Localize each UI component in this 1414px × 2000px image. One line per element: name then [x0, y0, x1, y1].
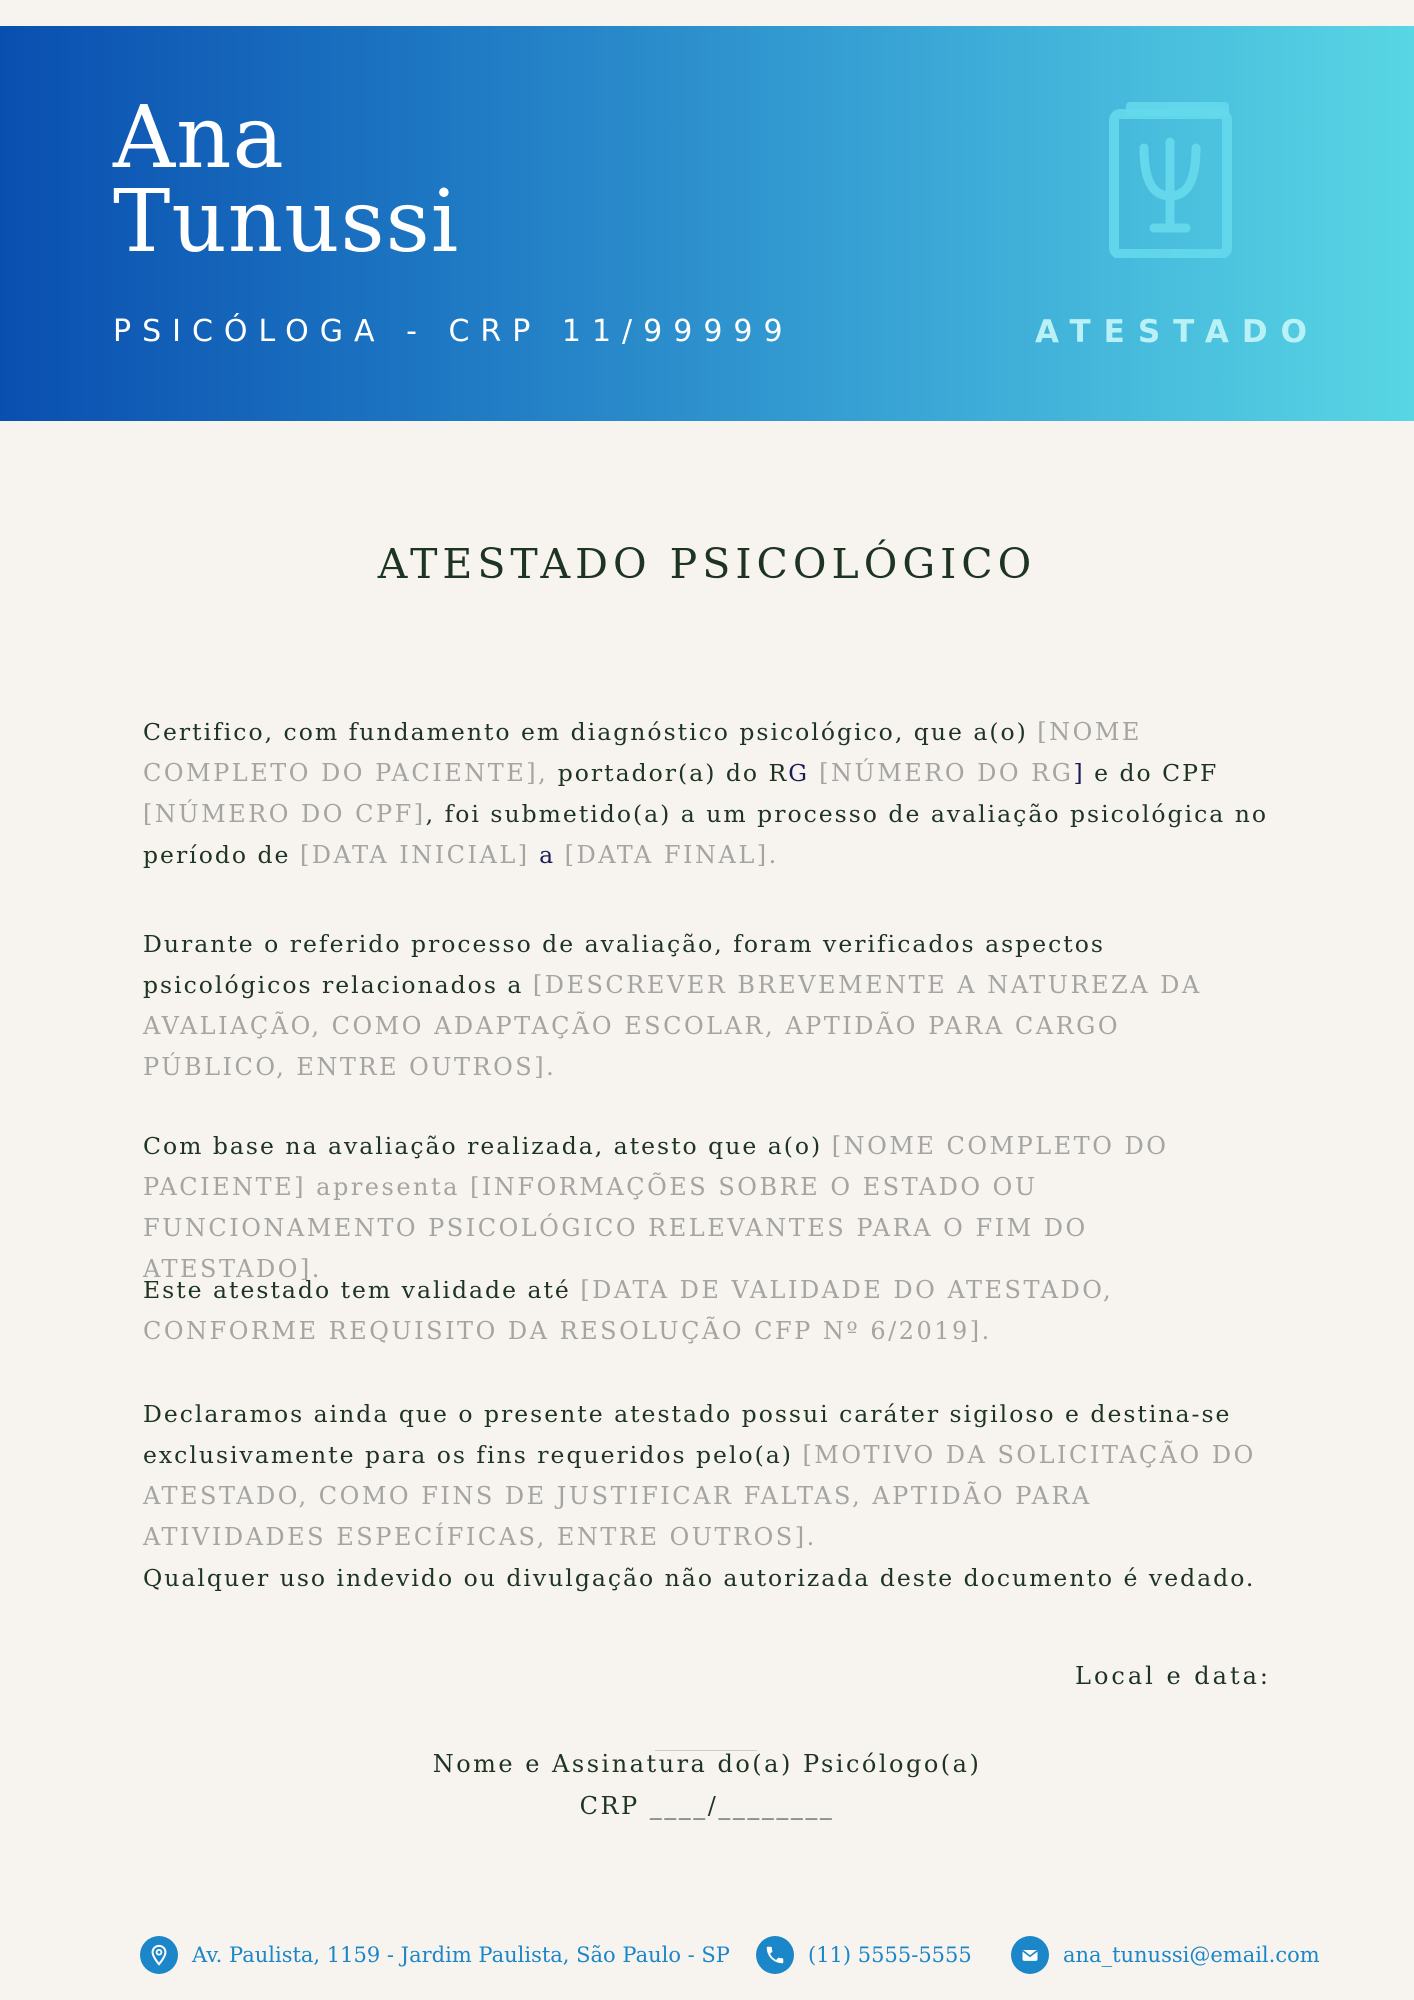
email-text: ana_tunussi@email.com — [1063, 1943, 1320, 1967]
footer-phone — [756, 1936, 972, 1974]
text-segment: , foi submetido(a) a um processo de avaliação psicológica no período de — [143, 800, 1269, 869]
footer-address — [140, 1936, 730, 1974]
text-segment: Qualquer uso indevido ou divulgação não autorizada deste documento é vedado. — [143, 1564, 1256, 1592]
text-segment: portador(a) do R — [548, 759, 789, 787]
text-segment: ] — [1073, 759, 1085, 787]
placeholder-end-date: [DATA FINAL]. — [564, 841, 779, 869]
psychologist-name — [113, 88, 460, 272]
paragraph-attestation — [143, 1126, 1273, 1290]
placeholder-evaluation-nature: [DESCREVER BREVEMENTE A NATUREZA DA AVALIAÇÃO, COMO ADAPTAÇÃO ESCOLAR, APTIDÃO PARA CARGO PÚBLICO, ENTRE OUTROS]. — [143, 971, 1202, 1081]
placeholder-rg-number: [NÚMERO DO RG — [808, 759, 1074, 787]
text-segment: Certifico, com fundamento em diagnóstico psicológico, que a(o) — [143, 718, 1038, 746]
paragraph-confidentiality — [143, 1394, 1273, 1599]
document-title: ATESTADO PSICOLÓGICO — [377, 540, 1037, 588]
paragraph-validity — [143, 1270, 1273, 1352]
text-segment: Com base na avaliação realizada, atesto que a(o) — [143, 1132, 832, 1160]
text-segment: Este atestado tem validade até — [143, 1276, 581, 1304]
name-first: Ana — [113, 88, 285, 188]
professional-subtitle: PSICÓLOGA - CRP 11/99999 — [113, 314, 794, 349]
placeholder-patient-name: [NOME COMPLETO DO PACIENTE], — [143, 718, 1142, 787]
header-banner — [0, 26, 1414, 421]
address-text: Av. Paulista, 1159 - Jardim Paulista, São Paulo - SP — [192, 1943, 730, 1967]
placeholder-request-reason: [MOTIVO DA SOLICITAÇÃO DO ATESTADO, COMO FINS DE JUSTIFICAR FALTAS, APTIDÃO PARA ATIVIDADES ESPECÍFICAS, ENTRE OUTROS]. — [143, 1441, 1256, 1551]
footer-email — [1011, 1936, 1320, 1974]
signature-name-label: Nome e Assinatura do(a) Psicólogo(a) — [432, 1750, 982, 1778]
document-type-tag: ATESTADO — [1034, 314, 1320, 350]
text-segment: G — [788, 759, 809, 787]
psi-book-icon — [1104, 98, 1234, 258]
signature-crp-label: CRP ____/________ — [579, 1792, 835, 1820]
phone-icon — [756, 1936, 794, 1974]
text-segment: a — [529, 841, 565, 869]
phone-text: (11) 5555-5555 — [808, 1943, 972, 1967]
text-segment: e do CPF — [1084, 759, 1219, 787]
placeholder-start-date: [DATA INICIAL] — [299, 841, 530, 869]
email-icon — [1011, 1936, 1049, 1974]
text-segment: Declaramos ainda que o presente atestado possui caráter sigiloso e destina-se exclusivamente para os fins requeridos pelo(a) — [143, 1400, 1232, 1469]
local-and-date-label: Local e data: — [1075, 1662, 1271, 1690]
placeholder-cpf-number: [NÚMERO DO CPF] — [143, 800, 426, 828]
placeholder-patient-state: [NOME COMPLETO DO PACIENTE] apresenta [INFORMAÇÕES SOBRE O ESTADO OU FUNCIONAMENTO PSICOLÓGICO RELEVANTES PARA O FIM DO ATESTADO]. — [143, 1132, 1169, 1283]
text-segment: Durante o referido processo de avaliação, foram verificados aspectos psicológicos relacionados a — [143, 930, 1105, 999]
paragraph-certification — [143, 712, 1273, 876]
name-last: Tunussi — [113, 172, 460, 272]
location-pin-icon — [140, 1936, 178, 1974]
placeholder-validity-date: [DATA DE VALIDADE DO ATESTADO, CONFORME REQUISITO DA RESOLUÇÃO CFP Nº 6/2019]. — [143, 1276, 1114, 1345]
paragraph-evaluation — [143, 924, 1273, 1088]
